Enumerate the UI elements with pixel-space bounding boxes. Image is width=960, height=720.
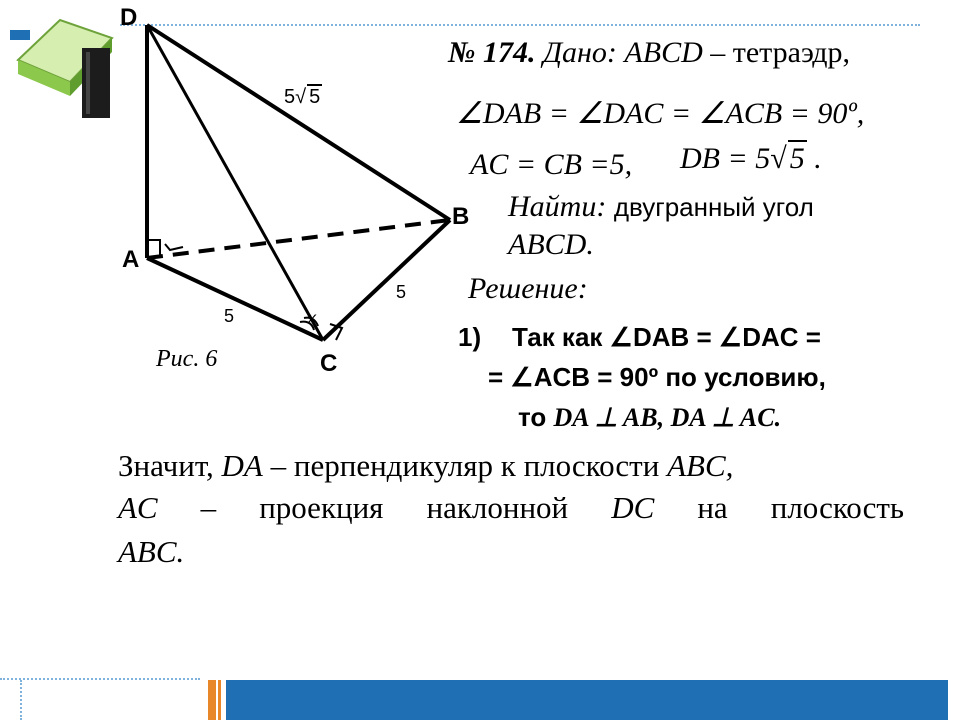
top-left-accent-bar — [10, 30, 30, 40]
edge-ab-hidden — [147, 220, 450, 258]
point-a-label: A — [122, 246, 140, 273]
para-line-3: ABC. — [118, 534, 185, 569]
step-line-1: Так как ∠DAB = ∠DAC = — [512, 322, 821, 352]
find-object: ABCD. — [508, 228, 594, 261]
label-db-length: 5√ 5 — [284, 86, 321, 108]
para-line-1: Значит, DA – перпендикуляр к плоскости ABC, — [118, 448, 734, 483]
edge-cb — [323, 220, 450, 340]
find-label: Найти: — [508, 190, 607, 223]
solution-label: Решение: — [468, 272, 588, 305]
bottom-blue-bar — [226, 680, 948, 720]
problem-line-1 — [448, 36, 850, 70]
point-b-label: B — [452, 203, 470, 230]
figure-caption: Рис. 6 — [156, 346, 218, 372]
edge-db — [147, 25, 450, 220]
right-angle-dac — [165, 244, 183, 250]
step-line-2: = ∠ACB = 90º по условию, — [488, 362, 826, 392]
label-angle-x: x — [308, 310, 316, 327]
bottom-left-dotted-vertical — [20, 680, 22, 720]
bottom-dotted-line — [0, 678, 200, 680]
problem-number: № 174. — [448, 36, 536, 69]
find-text: двугранный угол — [613, 192, 814, 222]
edge-ac — [147, 258, 323, 340]
problem-lengths: AC = CB =5, — [470, 148, 633, 181]
bottom-orange-thin — [218, 680, 221, 720]
label-ac-length: 5 — [224, 306, 235, 326]
problem-db: DB = 5√ 5 . — [680, 142, 822, 175]
label-cb-length: 5 — [396, 282, 407, 302]
find-line — [508, 190, 814, 224]
para-line-2: AC – проекция наклонной DC на плоскость — [118, 490, 905, 525]
problem-angles: ∠DAB = ∠DAC = ∠ACB = 90º, — [456, 97, 865, 130]
tetra-name: ABCD — [624, 36, 703, 69]
step-line-3: то DA ⊥ AB, DA ⊥ AC. — [518, 402, 782, 432]
books-icon — [0, 0, 120, 120]
bottom-orange-bar — [208, 680, 216, 720]
given-label: Дано: — [542, 36, 617, 69]
edge-dc — [147, 25, 323, 340]
step-number: 1) — [458, 322, 482, 352]
tetra-rest: – тетраэдр, — [710, 36, 851, 69]
point-d-label: D — [120, 4, 138, 31]
point-c-label: C — [320, 350, 338, 377]
